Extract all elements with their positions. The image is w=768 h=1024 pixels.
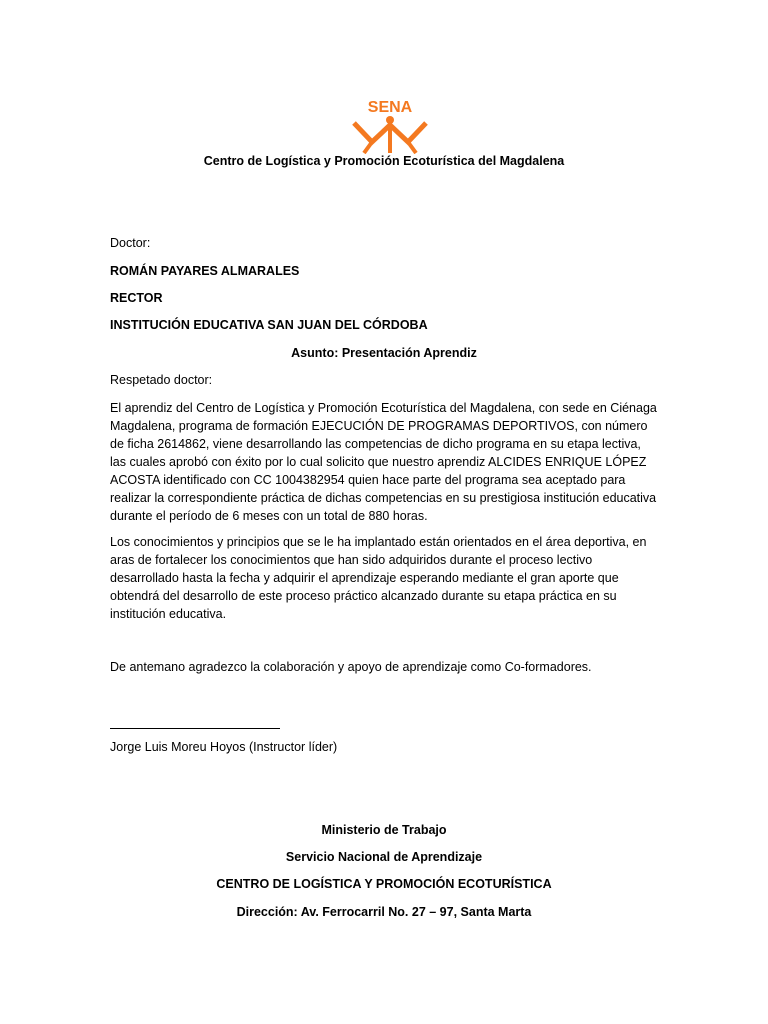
body-paragraph-1: El aprendiz del Centro de Logística y Promoción Ecoturística del Magdalena, con sede en Ciénaga Magdalena, programa de formación EJECUCIÓN DE PROGRAMAS DEPORTIVOS, con número de ficha 2614862, viene desarrollando las competencias de dicho programa en su etapa lectiva, las cuales aprobó con éxito por lo cual solicito que nuestro aprendiz ALCIDES ENRIQUE LÓPEZ ACOSTA identificado con CC 1004382954 quien hace parte del programa sea aceptado para realizar la correspondiente práctica de dichas competencias en su prestigiosa institución educativa durante el período de 6 meses con un total de 880 horas. [110,401,657,523]
recipient-name: ROMÁN PAYARES ALMARALES [110,264,300,278]
recipient-title: RECTOR [110,291,163,305]
recipient-institution: INSTITUCIÓN EDUCATIVA SAN JUAN DEL CÓRDOBA [110,318,428,332]
footer-service: Servicio Nacional de Aprendizaje [285,850,483,864]
center-name-heading: Centro de Logística y Promoción Ecoturística del Magdalena [203,154,565,168]
body-paragraph-2: Los conocimientos y principios que se le ha implantado están orientados en el área deportiva, en aras de fortalecer los conocimientos que han sido adquiridos durante el proceso lectivo desarrollado hasta la fecha y adquirir el aprendizaje esperando mediante el gran aporte que obtendrá del desarrollo de este proceso práctico alcanzado durante su etapa práctica en su institución educativa. [110,535,647,621]
signature-line [110,728,280,729]
subject-line: Asunto: Presentación Aprendiz [291,346,477,360]
sena-logo-text: SENA [367,99,413,116]
sena-logo [350,96,430,154]
body-paragraph-3: De antemano agradezco la colaboración y apoyo de aprendizaje como Co-formadores. [110,660,592,674]
footer-address: Dirección: Av. Ferrocarril No. 27 – 97, Santa Marta [236,905,532,919]
greeting: Respetado doctor: [110,373,213,387]
signature-name: Jorge Luis Moreu Hoyos (Instructor líder) [110,740,338,754]
footer-ministry: Ministerio de Trabajo [321,823,447,837]
salutation: Doctor: [110,236,151,250]
footer-center: CENTRO DE LOGÍSTICA Y PROMOCIÓN ECOTURÍSTICA [216,877,552,891]
